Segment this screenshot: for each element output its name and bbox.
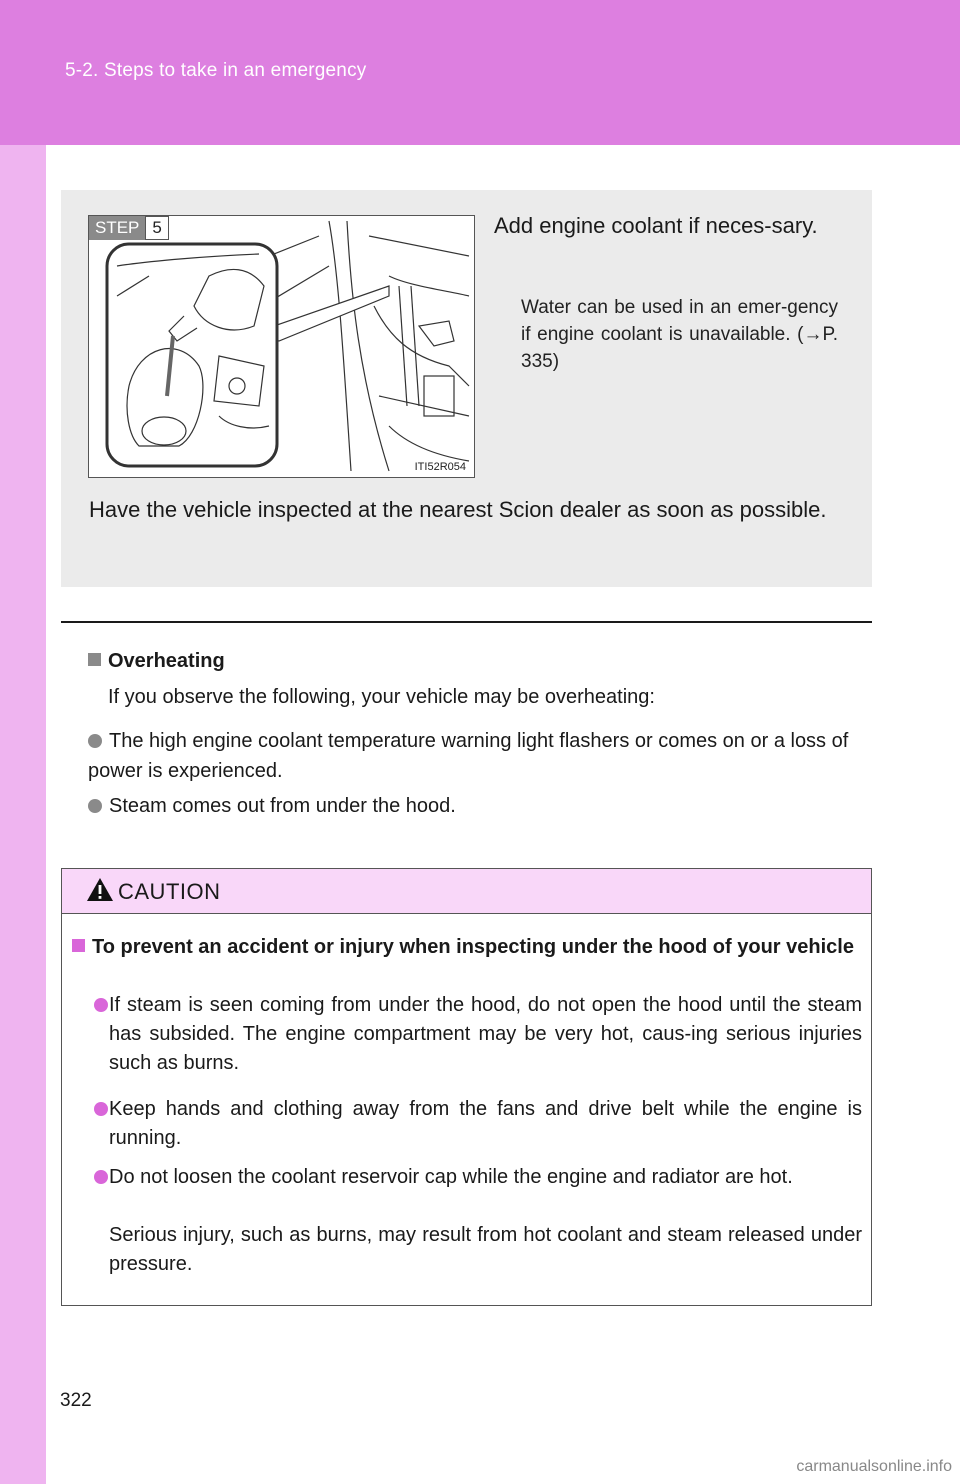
caution-item-text: Keep hands and clothing away from the fans and drive belt while the engine is running.: [109, 1098, 862, 1149]
overheating-bullet: [88, 726, 858, 786]
bullet-dot-icon: [88, 799, 102, 813]
step-instruction: Add engine coolant if neces-sary.: [494, 213, 818, 238]
bullet-dot-icon: [94, 998, 108, 1012]
caution-heading-text: To prevent an accident or injury when inspecting under the hood of your vehicle: [92, 936, 854, 958]
caution-title: CAUTION: [118, 879, 221, 904]
caution-item: [94, 991, 862, 1078]
coolant-illustration: [88, 215, 475, 478]
side-strip: [0, 145, 46, 1484]
overheating-bullet-text: The high engine coolant temperature warning light flashers or comes on or a loss of power is experienced.: [88, 730, 849, 782]
overheating-heading-text: Overheating: [108, 650, 225, 672]
caution-item: [94, 1095, 862, 1153]
caution-box: [61, 868, 872, 1306]
caution-header: [62, 869, 871, 914]
engine-bay-drawing: [89, 216, 474, 477]
section-title: 5-2. Steps to take in an emergency: [65, 60, 367, 81]
page-number: 322: [60, 1390, 92, 1411]
bullet-dot-icon: [88, 734, 102, 748]
step-label: STEP: [89, 216, 145, 240]
square-bullet-icon: [72, 939, 85, 952]
square-bullet-icon: [88, 653, 101, 666]
caution-heading: [72, 933, 862, 962]
caution-item-text: Serious injury, such as burns, may result from hot coolant and steam released under pressure.: [109, 1224, 862, 1275]
step-number: 5: [145, 216, 168, 240]
caution-item-text: Do not loosen the coolant reservoir cap while the engine and radiator are hot.: [109, 1166, 793, 1188]
overheating-intro: If you observe the following, your vehicle may be overheating:: [108, 686, 655, 708]
step-badge: [89, 216, 169, 240]
caution-item-continuation: [94, 1221, 862, 1279]
overheating-bullet-text: Steam comes out from under the hood.: [109, 795, 456, 817]
section-divider: [61, 621, 872, 623]
bullet-dot-icon: [94, 1102, 108, 1116]
overheating-heading: [88, 650, 225, 673]
warning-triangle-icon: [86, 877, 114, 902]
bullet-dot-icon: [94, 1170, 108, 1184]
watermark: carmanualsonline.info: [796, 1458, 952, 1475]
step-note: Water can be used in an emer-gency if engine coolant is unavailable. (→P. 335): [521, 297, 838, 372]
overheating-bullet: [88, 791, 858, 821]
caution-item: [94, 1163, 862, 1192]
caution-item-text: If steam is seen coming from under the hood, do not open the hood until the steam has subsided. The engine compartment may be very hot, caus-ing serious injuries such as burns.: [109, 994, 862, 1074]
illustration-code: ITI52R054: [414, 461, 466, 473]
header-band: [0, 0, 960, 145]
step-box-footer: Have the vehicle inspected at the nearest Scion dealer as soon as possible.: [89, 497, 827, 522]
